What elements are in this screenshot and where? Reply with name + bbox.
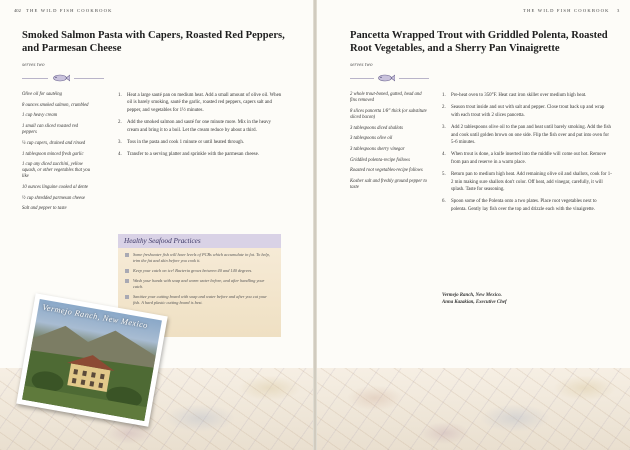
serves-right: serves two <box>350 62 373 68</box>
ingredient-item: 1 cup heavy cream <box>22 113 58 119</box>
map-background <box>315 368 630 450</box>
square-bullet-icon <box>125 269 129 273</box>
ingredient-item: Roasted root vegetables-recipe follows <box>350 168 423 174</box>
tip-item: Sanitize your cutting board with soap and water before and after you cut your fish. A hard plastic cutting board is best. <box>124 294 275 307</box>
square-bullet-icon <box>125 295 129 299</box>
book-gutter <box>313 0 317 450</box>
square-bullet-icon <box>125 253 129 257</box>
method-step: 3. Toss in the pasta and cook 1 minute or until heated through. <box>118 140 245 146</box>
divider-line <box>74 78 104 79</box>
right-page <box>315 0 630 450</box>
divider-line <box>22 78 48 79</box>
ingredient-item: Olive oil for sautéing <box>22 92 62 97</box>
ingredient-item: 3 tablespoons diced shallots <box>350 125 403 131</box>
ingredient-item: 3 tablespoons olive oil <box>350 136 393 142</box>
ingredient-item: 1 tablespoon minced fresh garlic <box>22 151 84 157</box>
ingredient-item: 8 slices pancetta 1/8" thick (or substitute sliced bacon) <box>350 108 427 120</box>
ingredient-item: ½ cup shredded parmesan cheese <box>22 195 85 201</box>
divider-line <box>399 78 429 79</box>
method-step: 4. Transfer to a serving platter and sprinkle with the parmesan cheese. <box>118 152 259 158</box>
ranch-photo-image <box>22 299 162 421</box>
ingredient-item: 1 small can sliced roasted red peppers <box>22 124 79 136</box>
ranch-photo <box>16 293 167 427</box>
credit-location: Vermejo Ranch, New Mexico. <box>442 293 502 298</box>
method-step: 6. Spoon some of the Polenta onto a two plates. Place root vegetables next to polenta. Gently lay fish over the top and drizzle each with the vinaigrette. <box>442 199 597 212</box>
ingredient-item: 1 cup any diced zucchini, yellow squash, or other vegetables that you like <box>22 162 90 180</box>
ingredient-item: 10 ounces linguine cooked al dente <box>22 185 88 191</box>
running-head-right: THE WILD FISH COOKBOOK <box>523 8 610 13</box>
ingredient-item: 2 whole trout-boned, gutted, head and fins removed <box>350 92 422 104</box>
tips-list <box>118 248 281 306</box>
ingredient-item: ¼ cup capers, drained and rinsed <box>22 140 86 146</box>
tip-item: Some freshwater fish will have levels of PCBs which accumulate in fat. To help, trim the fat and skin before you cook it. <box>124 252 275 265</box>
serves-left: serves two <box>22 62 45 68</box>
method-step: 1. Heat a large sauté pan on medium heat. Add a small amount of olive oil. When oil is barely smoking, sauté the garlic, roasted red peppers, capers salt and pepper, and vegetables for 1½ minutes. <box>118 93 282 113</box>
tips-heading: Healthy Seafood Practices <box>118 234 281 248</box>
ingredient-item: 8 ounces smoked salmon, crumbled <box>22 102 89 108</box>
recipe-title-right: Pancetta Wrapped Trout with Griddled Polenta, Roasted Root Vegetables, and a Sherry Pan Vinaigrette <box>350 30 608 54</box>
fish-icon <box>52 73 70 83</box>
page-number-right: 3 <box>617 8 620 13</box>
running-head-left: THE WILD FISH COOKBOOK <box>26 8 113 13</box>
recipe-title-left: Smoked Salmon Pasta with Capers, Roasted Red Peppers, and Parmesan Cheese <box>22 30 285 54</box>
photo-caption: Vermejo Ranch, New Mexico <box>41 302 149 331</box>
ingredient-list-left <box>22 92 94 217</box>
page-number-left: 402 <box>14 8 21 13</box>
ingredient-item: Kosher salt and freshly ground pepper to taste <box>350 179 427 191</box>
ingredient-item: Salt and pepper to taste <box>22 206 67 212</box>
divider-line <box>350 78 374 79</box>
ingredient-item: Griddled polenta-recipe follows <box>350 157 410 163</box>
tip-item: Keep your catch on ice! Bacteria grows between 40 and 140 degrees. <box>124 268 275 274</box>
fish-icon <box>377 73 395 83</box>
ingredient-item: 3 tablespoons sherry vinegar <box>350 146 405 152</box>
method-steps-right <box>442 92 612 218</box>
method-step: 5. Return pan to medium high heat. Add remaining olive oil and shallots, cook for 1-2 min making sure shallots don't color. Off heat, add vinegar, carefully, it will splash. Taste for seasoning. <box>442 172 612 193</box>
tip-item: Wash your hands with soap and warm water before, and after handling your catch. <box>124 278 275 291</box>
method-step: 4. When trout is done, a knife inserted into the middle will come out hot. Remove from pan and reserve in a warm place. <box>442 152 607 165</box>
method-steps-left <box>118 92 283 164</box>
method-step: 3. Add 2 tablespoons olive oil to the pan and heat until barely smoking. Add the fish and cook until golden brown on one side. Flip the fish over and put into oven for 5-6 minutes. <box>442 125 612 146</box>
method-step: 2. Season trout inside and out with salt and pepper. Close trout back up and wrap with each trout with 2 slices pancetta. <box>442 105 605 118</box>
method-step: 1. Pre-heat oven to 350°F. Heat cast iron skillet over medium high heat. <box>442 93 587 98</box>
method-step: 2. Add the smoked salmon and sauté for one minute more. Mix in the heavy cream and bring it to a boil. Let the cream reduce by about a third. <box>118 120 271 133</box>
ingredient-list-right <box>350 92 428 196</box>
recipe-credit <box>442 292 507 306</box>
credit-chef: Anna Kazakian, Executive Chef <box>442 300 507 305</box>
square-bullet-icon <box>125 279 129 283</box>
